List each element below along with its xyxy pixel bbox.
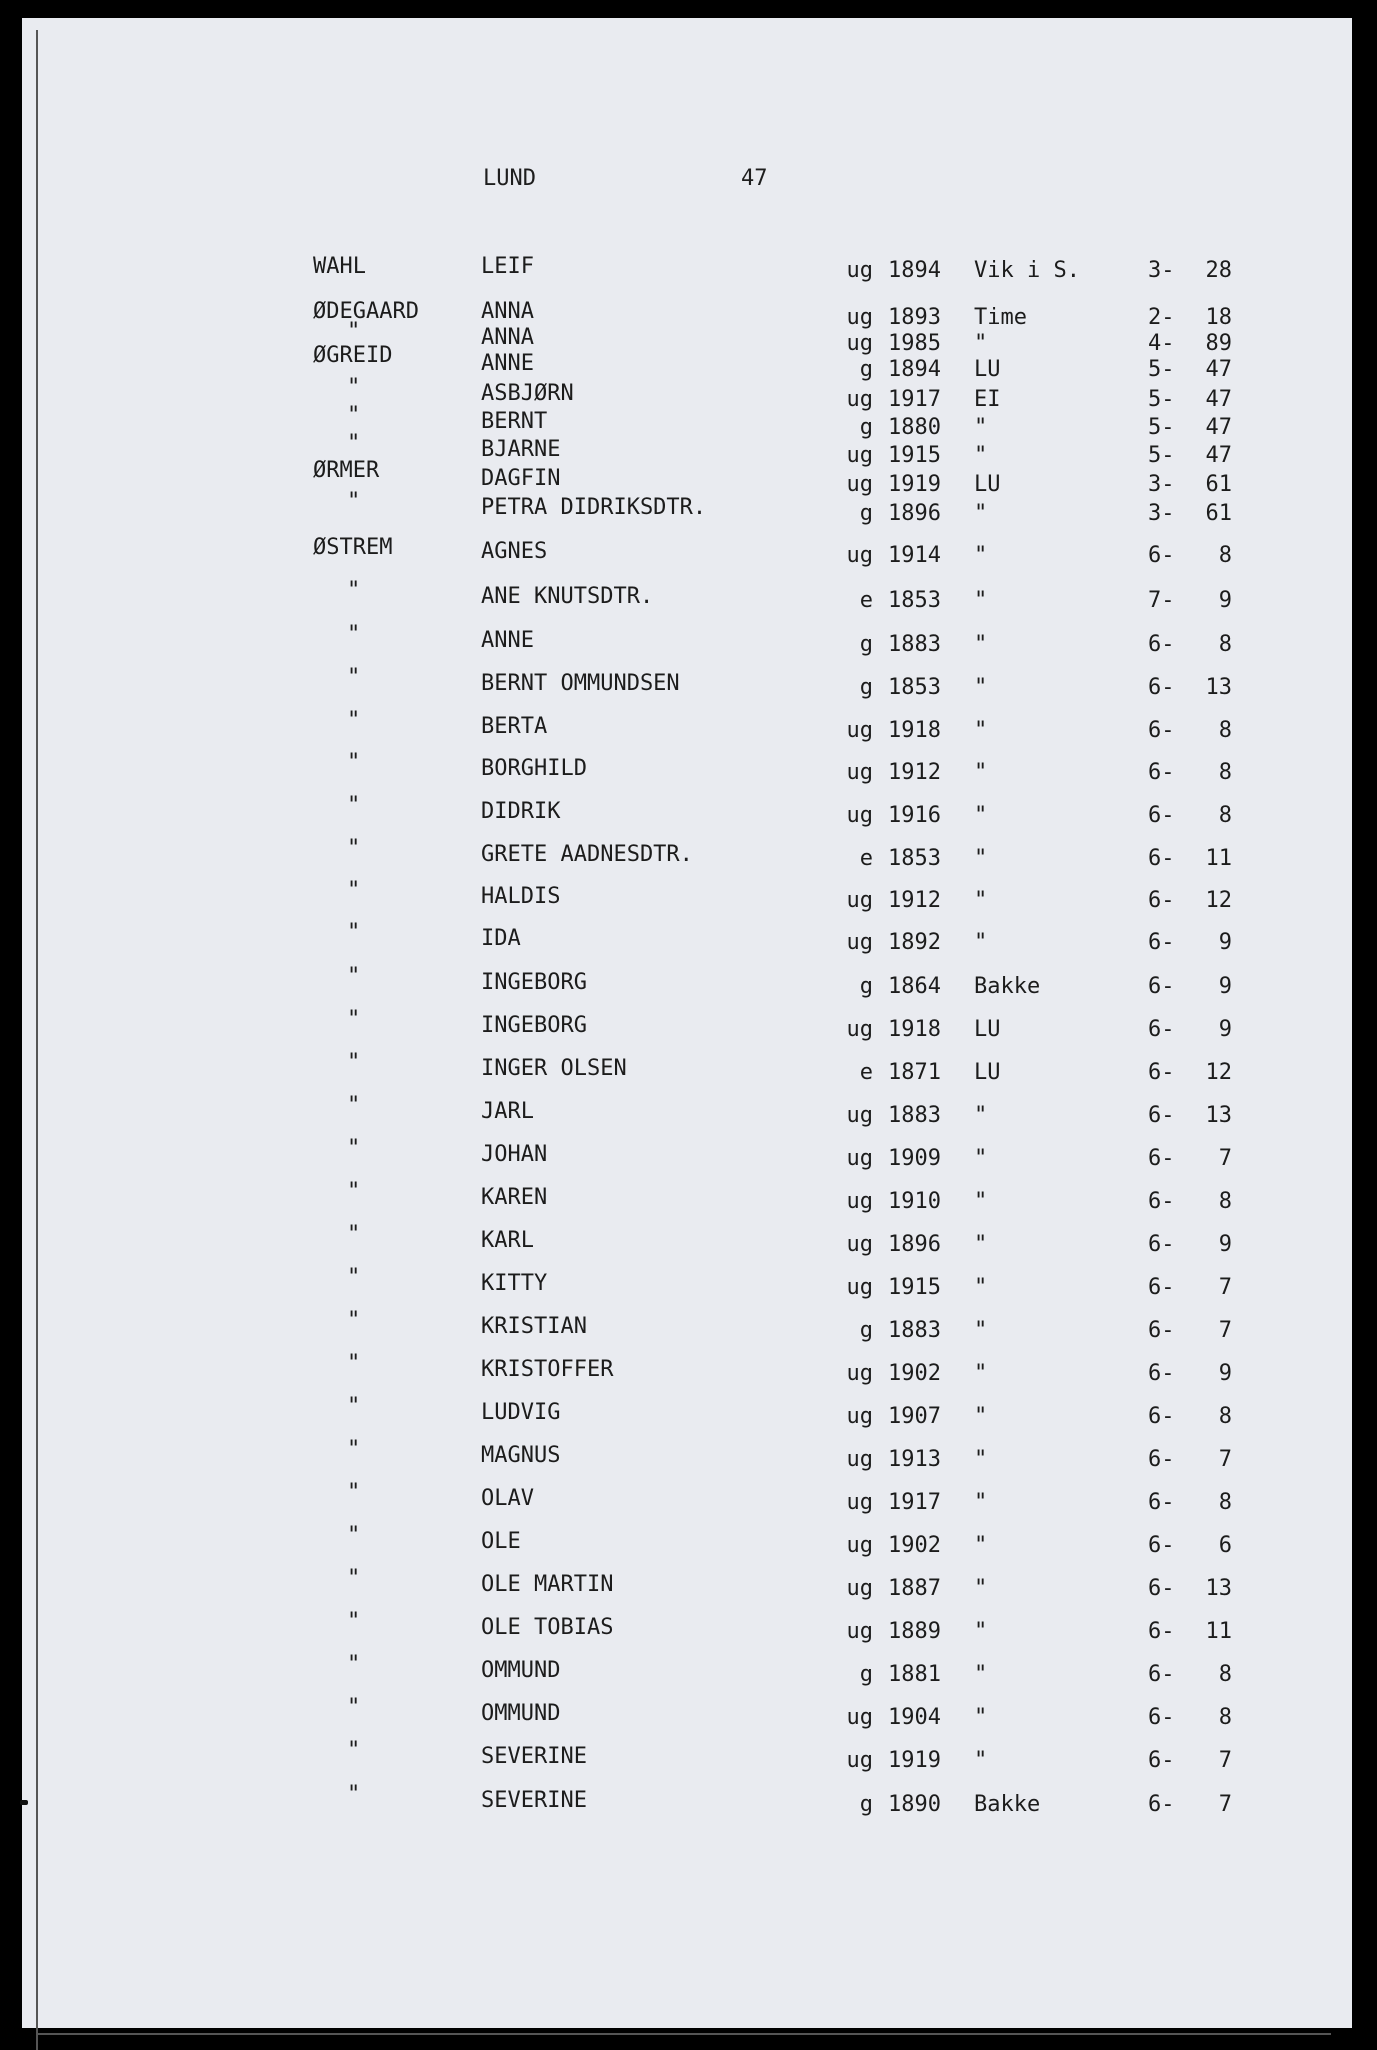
place-cell: " [974, 1490, 988, 1515]
page-ref-cell: 28 [1205, 258, 1232, 283]
birth-year-cell: 1881 [888, 1662, 941, 1687]
marital-status-cell: g [859, 1318, 873, 1343]
volume-cell: 5- [1148, 415, 1175, 440]
volume-cell: 7- [1148, 588, 1175, 613]
surname-cell: " [347, 1523, 361, 1548]
surname-cell: " [347, 1136, 361, 1161]
surname-cell: " [347, 708, 361, 733]
birth-year-cell: 1909 [888, 1146, 941, 1171]
place-cell: " [974, 1619, 988, 1644]
volume-cell: 6- [1148, 1576, 1175, 1601]
given-name-cell: INGER OLSEN [481, 1056, 627, 1081]
surname-cell: " [347, 665, 361, 690]
place-cell: " [974, 888, 988, 913]
birth-year-cell: 1864 [888, 974, 941, 999]
given-name-cell: LEIF [481, 254, 534, 279]
given-name-cell: ASBJØRN [481, 381, 574, 406]
given-name-cell: GRETE AADNESDTR. [481, 842, 693, 867]
surname-cell: " [347, 1609, 361, 1634]
page-ref-cell: 8 [1218, 632, 1232, 657]
volume-cell: 2- [1148, 305, 1175, 330]
marital-status-cell: ug [846, 803, 873, 828]
given-name-cell: BORGHILD [481, 756, 587, 781]
given-name-cell: KRISTIAN [481, 1314, 587, 1339]
given-name-cell: MAGNUS [481, 1443, 561, 1468]
place-cell: " [974, 1705, 988, 1730]
birth-year-cell: 1912 [888, 760, 941, 785]
place-cell: Bakke [974, 1792, 1041, 1817]
place-cell: " [974, 415, 988, 440]
place-cell: " [974, 1103, 988, 1128]
surname-cell: " [347, 1738, 361, 1763]
given-name-cell: JOHAN [481, 1142, 548, 1167]
volume-cell: 6- [1148, 1792, 1175, 1817]
page-ref-cell: 9 [1218, 1361, 1232, 1386]
marital-status-cell: ug [846, 1103, 873, 1128]
surname-cell: " [347, 920, 361, 945]
surname-cell: " [347, 1308, 361, 1333]
marital-status-cell: ug [846, 387, 873, 412]
marital-status-cell: ug [846, 258, 873, 283]
place-cell: " [974, 1275, 988, 1300]
marital-status-cell: g [859, 501, 873, 526]
marital-status-cell: ug [846, 331, 873, 356]
volume-cell: 6- [1148, 1146, 1175, 1171]
place-cell: Bakke [974, 974, 1041, 999]
place-cell: " [974, 1576, 988, 1601]
volume-cell: 6- [1148, 1490, 1175, 1515]
given-name-cell: DIDRIK [481, 799, 561, 824]
marital-status-cell: ug [846, 930, 873, 955]
surname-cell: " [347, 1093, 361, 1118]
page-ref-cell: 13 [1205, 1103, 1232, 1128]
marital-status-cell: ug [846, 718, 873, 743]
surname-cell: " [347, 375, 361, 400]
surname-cell: ØDEGAARD [313, 299, 419, 324]
marital-status-cell: ug [846, 1275, 873, 1300]
page-ref-cell: 12 [1205, 888, 1232, 913]
volume-cell: 6- [1148, 718, 1175, 743]
surname-cell: WAHL [313, 254, 366, 279]
surname-cell: " [347, 964, 361, 989]
volume-cell: 6- [1148, 888, 1175, 913]
volume-cell: 3- [1148, 472, 1175, 497]
volume-cell: 6- [1148, 1361, 1175, 1386]
marital-status-cell: ug [846, 1447, 873, 1472]
given-name-cell: SEVERINE [481, 1744, 587, 1769]
surname-cell: " [347, 489, 361, 514]
volume-cell: 6- [1148, 974, 1175, 999]
volume-cell: 6- [1148, 1705, 1175, 1730]
page-ref-cell: 7 [1218, 1146, 1232, 1171]
birth-year-cell: 1892 [888, 930, 941, 955]
page-ref-cell: 7 [1218, 1275, 1232, 1300]
given-name-cell: JARL [481, 1099, 534, 1124]
volume-cell: 4- [1148, 331, 1175, 356]
surname-cell: " [347, 1050, 361, 1075]
surname-cell: " [347, 750, 361, 775]
given-name-cell: BJARNE [481, 437, 561, 462]
surname-cell: " [347, 1351, 361, 1376]
page-ref-cell: 47 [1205, 387, 1232, 412]
marital-status-cell: ug [846, 1232, 873, 1257]
place-cell: " [974, 760, 988, 785]
place-cell: " [974, 588, 988, 613]
page-ref-cell: 13 [1205, 675, 1232, 700]
given-name-cell: OLE MARTIN [481, 1572, 614, 1597]
page-ref-cell: 13 [1205, 1576, 1232, 1601]
given-name-cell: OLAV [481, 1486, 534, 1511]
marital-status-cell: ug [846, 1705, 873, 1730]
marital-status-cell: ug [846, 1146, 873, 1171]
given-name-cell: OLE TOBIAS [481, 1615, 614, 1640]
surname-cell: " [347, 878, 361, 903]
page-ref-cell: 7 [1218, 1792, 1232, 1817]
page-ref-cell: 8 [1218, 1490, 1232, 1515]
page-number: 47 [741, 166, 768, 191]
marital-status-cell: ug [846, 443, 873, 468]
surname-cell: " [347, 1007, 361, 1032]
place-cell: " [974, 675, 988, 700]
surname-cell: " [347, 1652, 361, 1677]
marital-status-cell: ug [846, 1576, 873, 1601]
given-name-cell: KARL [481, 1228, 534, 1253]
given-name-cell: ANNA [481, 299, 534, 324]
volume-cell: 5- [1148, 357, 1175, 382]
given-name-cell: OLE [481, 1529, 521, 1554]
marital-status-cell: e [859, 846, 873, 871]
birth-year-cell: 1883 [888, 1103, 941, 1128]
surname-cell: " [347, 1222, 361, 1247]
birth-year-cell: 1912 [888, 888, 941, 913]
volume-cell: 6- [1148, 846, 1175, 871]
place-cell: Time [974, 305, 1027, 330]
place-cell: " [974, 1533, 988, 1558]
place-cell: LU [974, 472, 1001, 497]
marital-status-cell: e [859, 588, 873, 613]
given-name-cell: BERNT OMMUNDSEN [481, 671, 680, 696]
given-name-cell: INGEBORG [481, 970, 587, 995]
given-name-cell: KITTY [481, 1271, 548, 1296]
surname-cell: ØSTREM [313, 535, 393, 560]
bottom-margin-line [36, 2033, 1331, 2035]
place-cell: " [974, 1748, 988, 1773]
birth-year-cell: 1889 [888, 1619, 941, 1644]
marital-status-cell: g [859, 415, 873, 440]
page-ref-cell: 8 [1218, 803, 1232, 828]
marital-status-cell: g [859, 974, 873, 999]
birth-year-cell: 1916 [888, 803, 941, 828]
marital-status-cell: g [859, 632, 873, 657]
birth-year-cell: 1853 [888, 846, 941, 871]
marital-status-cell: ug [846, 1490, 873, 1515]
marital-status-cell: ug [846, 1189, 873, 1214]
place-cell: " [974, 1189, 988, 1214]
volume-cell: 3- [1148, 258, 1175, 283]
page-ref-cell: 8 [1218, 543, 1232, 568]
birth-year-cell: 1918 [888, 718, 941, 743]
surname-cell: ØGREID [313, 343, 393, 368]
page-ref-cell: 8 [1218, 1404, 1232, 1429]
page-ref-cell: 8 [1218, 1189, 1232, 1214]
page-ref-cell: 61 [1205, 472, 1232, 497]
volume-cell: 6- [1148, 543, 1175, 568]
place-cell: " [974, 1404, 988, 1429]
given-name-cell: KAREN [481, 1185, 548, 1210]
ink-mark [20, 1800, 28, 1805]
surname-cell: ØRMER [313, 458, 380, 483]
marital-status-cell: ug [846, 1619, 873, 1644]
volume-cell: 6- [1148, 1748, 1175, 1773]
surname-cell: " [347, 431, 361, 456]
page-ref-cell: 18 [1205, 305, 1232, 330]
page-ref-cell: 89 [1205, 331, 1232, 356]
volume-cell: 6- [1148, 803, 1175, 828]
birth-year-cell: 1887 [888, 1576, 941, 1601]
place-cell: LU [974, 1060, 1001, 1085]
place-cell: " [974, 846, 988, 871]
surname-cell: " [347, 1566, 361, 1591]
place-cell: " [974, 1447, 988, 1472]
volume-cell: 6- [1148, 1189, 1175, 1214]
surname-cell: " [347, 836, 361, 861]
place-cell: " [974, 1146, 988, 1171]
surname-cell: " [347, 403, 361, 428]
birth-year-cell: 1894 [888, 357, 941, 382]
page-ref-cell: 9 [1218, 974, 1232, 999]
page-ref-cell: 9 [1218, 930, 1232, 955]
page-ref-cell: 8 [1218, 1705, 1232, 1730]
volume-cell: 6- [1148, 1533, 1175, 1558]
volume-cell: 6- [1148, 1447, 1175, 1472]
birth-year-cell: 1896 [888, 1232, 941, 1257]
given-name-cell: ANNE [481, 628, 534, 653]
page-ref-cell: 47 [1205, 443, 1232, 468]
place-cell: " [974, 501, 988, 526]
volume-cell: 6- [1148, 632, 1175, 657]
marital-status-cell: g [859, 1662, 873, 1687]
marital-status-cell: ug [846, 888, 873, 913]
volume-cell: 5- [1148, 387, 1175, 412]
volume-cell: 6- [1148, 930, 1175, 955]
volume-cell: 6- [1148, 760, 1175, 785]
marital-status-cell: ug [846, 543, 873, 568]
surname-cell: " [347, 1437, 361, 1462]
surname-cell: " [347, 793, 361, 818]
given-name-cell: ANE KNUTSDTR. [481, 584, 654, 609]
volume-cell: 3- [1148, 501, 1175, 526]
marital-status-cell: ug [846, 305, 873, 330]
page-ref-cell: 11 [1205, 1619, 1232, 1644]
birth-year-cell: 1910 [888, 1189, 941, 1214]
surname-cell: " [347, 1695, 361, 1720]
surname-cell: " [347, 578, 361, 603]
birth-year-cell: 1918 [888, 1017, 941, 1042]
surname-cell: " [347, 1265, 361, 1290]
page-ref-cell: 7 [1218, 1447, 1232, 1472]
volume-cell: 6- [1148, 1662, 1175, 1687]
given-name-cell: HALDIS [481, 884, 561, 909]
birth-year-cell: 1904 [888, 1705, 941, 1730]
volume-cell: 5- [1148, 443, 1175, 468]
surname-cell: " [347, 1782, 361, 1807]
given-name-cell: PETRA DIDRIKSDTR. [481, 495, 707, 520]
marital-status-cell: g [859, 675, 873, 700]
page-ref-cell: 8 [1218, 1662, 1232, 1687]
page-ref-cell: 8 [1218, 718, 1232, 743]
marital-status-cell: ug [846, 1533, 873, 1558]
birth-year-cell: 1917 [888, 387, 941, 412]
birth-year-cell: 1915 [888, 443, 941, 468]
place-cell: LU [974, 357, 1001, 382]
place-cell: " [974, 1662, 988, 1687]
given-name-cell: ANNA [481, 325, 534, 350]
volume-cell: 6- [1148, 1017, 1175, 1042]
page-ref-cell: 7 [1218, 1748, 1232, 1773]
page-ref-cell: 47 [1205, 415, 1232, 440]
volume-cell: 6- [1148, 1275, 1175, 1300]
marital-status-cell: g [859, 357, 873, 382]
place-cell: LU [974, 1017, 1001, 1042]
place-cell: " [974, 331, 988, 356]
page-ref-cell: 9 [1218, 588, 1232, 613]
place-cell: " [974, 632, 988, 657]
marital-status-cell: ug [846, 1404, 873, 1429]
birth-year-cell: 1871 [888, 1060, 941, 1085]
place-cell: " [974, 718, 988, 743]
place-cell: " [974, 930, 988, 955]
birth-year-cell: 1902 [888, 1533, 941, 1558]
surname-cell: " [347, 1480, 361, 1505]
birth-year-cell: 1883 [888, 632, 941, 657]
given-name-cell: KRISTOFFER [481, 1357, 614, 1382]
page-ref-cell: 11 [1205, 846, 1232, 871]
birth-year-cell: 1915 [888, 1275, 941, 1300]
page-ref-cell: 7 [1218, 1318, 1232, 1343]
volume-cell: 6- [1148, 1232, 1175, 1257]
page-ref-cell: 47 [1205, 357, 1232, 382]
given-name-cell: IDA [481, 926, 521, 951]
marital-status-cell: ug [846, 1017, 873, 1042]
volume-cell: 6- [1148, 1404, 1175, 1429]
volume-cell: 6- [1148, 1060, 1175, 1085]
birth-year-cell: 1907 [888, 1404, 941, 1429]
surname-cell: " [347, 1179, 361, 1204]
given-name-cell: AGNES [481, 539, 548, 564]
birth-year-cell: 1893 [888, 305, 941, 330]
birth-year-cell: 1914 [888, 543, 941, 568]
marital-status-cell: ug [846, 1361, 873, 1386]
volume-cell: 6- [1148, 675, 1175, 700]
page-title: LUND [483, 166, 536, 191]
birth-year-cell: 1883 [888, 1318, 941, 1343]
birth-year-cell: 1853 [888, 675, 941, 700]
surname-cell: " [347, 319, 361, 344]
place-cell: " [974, 803, 988, 828]
birth-year-cell: 1919 [888, 472, 941, 497]
place-cell: " [974, 1318, 988, 1343]
marital-status-cell: ug [846, 472, 873, 497]
page-ref-cell: 9 [1218, 1232, 1232, 1257]
marital-status-cell: ug [846, 760, 873, 785]
given-name-cell: OMMUND [481, 1658, 561, 1683]
place-cell: " [974, 1361, 988, 1386]
place-cell: " [974, 443, 988, 468]
page-ref-cell: 61 [1205, 501, 1232, 526]
birth-year-cell: 1894 [888, 258, 941, 283]
birth-year-cell: 1919 [888, 1748, 941, 1773]
surname-cell: " [347, 622, 361, 647]
given-name-cell: BERNT [481, 409, 548, 434]
given-name-cell: LUDVIG [481, 1400, 561, 1425]
given-name-cell: OMMUND [481, 1701, 561, 1726]
place-cell: " [974, 543, 988, 568]
birth-year-cell: 1902 [888, 1361, 941, 1386]
page-ref-cell: 9 [1218, 1017, 1232, 1042]
given-name-cell: BERTA [481, 714, 548, 739]
place-cell: Vik i S. [974, 258, 1080, 283]
birth-year-cell: 1896 [888, 501, 941, 526]
volume-cell: 6- [1148, 1619, 1175, 1644]
birth-year-cell: 1853 [888, 588, 941, 613]
marital-status-cell: e [859, 1060, 873, 1085]
marital-status-cell: ug [846, 1748, 873, 1773]
place-cell: EI [974, 387, 1001, 412]
volume-cell: 6- [1148, 1318, 1175, 1343]
birth-year-cell: 1880 [888, 415, 941, 440]
volume-cell: 6- [1148, 1103, 1175, 1128]
given-name-cell: SEVERINE [481, 1788, 587, 1813]
page-ref-cell: 6 [1218, 1533, 1232, 1558]
given-name-cell: ANNE [481, 351, 534, 376]
birth-year-cell: 1890 [888, 1792, 941, 1817]
birth-year-cell: 1913 [888, 1447, 941, 1472]
birth-year-cell: 1917 [888, 1490, 941, 1515]
surname-cell: " [347, 1394, 361, 1419]
given-name-cell: INGEBORG [481, 1013, 587, 1038]
marital-status-cell: g [859, 1792, 873, 1817]
place-cell: " [974, 1232, 988, 1257]
page-ref-cell: 12 [1205, 1060, 1232, 1085]
given-name-cell: DAGFIN [481, 466, 561, 491]
birth-year-cell: 1985 [888, 331, 941, 356]
page-ref-cell: 8 [1218, 760, 1232, 785]
left-margin-line [36, 30, 38, 2050]
